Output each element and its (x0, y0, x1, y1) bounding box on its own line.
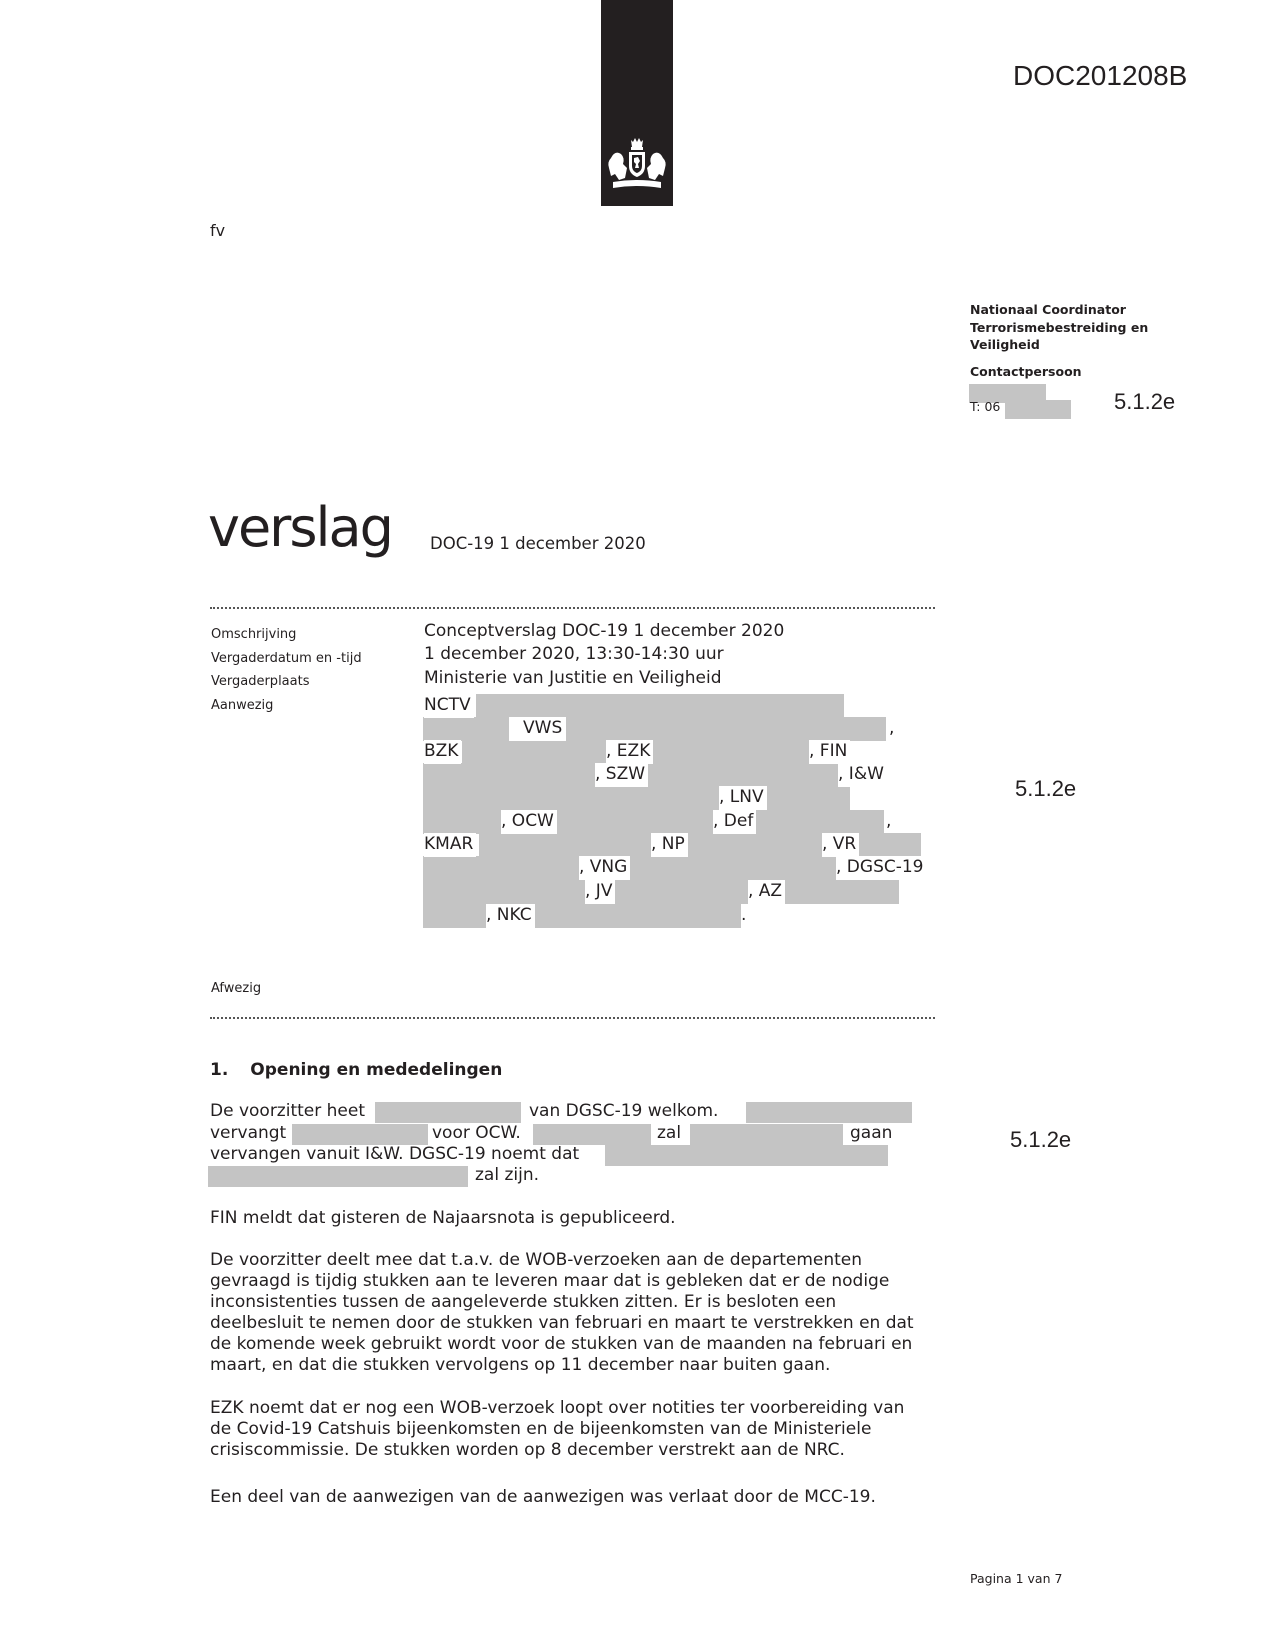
logo-bar (601, 0, 673, 206)
redaction-code: 5.1.2e (1010, 1127, 1072, 1152)
redaction-block (423, 763, 884, 787)
label-place: Vergaderplaats (211, 674, 310, 689)
attendee-nkc: , NKC (486, 904, 535, 928)
sidebar-org (970, 301, 1148, 354)
contact-label: Contactpersoon (970, 364, 1082, 379)
section-number: 1. (210, 1060, 229, 1080)
redaction-block (423, 880, 899, 904)
text-fragment: zal (657, 1123, 682, 1143)
text-line: de Covid-19 Catshuis bijeenkomsten en de bijeenkomsten van de Ministeriele (210, 1419, 872, 1439)
attendee-bzk: BZK (424, 740, 461, 764)
text-fragment: vervangt (210, 1123, 287, 1143)
attendee-vr: , VR (822, 833, 859, 857)
text-fragment: vervangen vanuit I&W. DGSC-19 noemt dat (210, 1144, 580, 1164)
attendee-lnv: , LNV (719, 786, 767, 810)
attendee-period: . (741, 905, 747, 925)
paragraph-4 (210, 1398, 904, 1461)
attendee-kmar: KMAR (424, 833, 476, 857)
text-line: gevraagd is tijdig stukken aan te leveren maar dat is gebleken dat er de nodige (210, 1271, 890, 1291)
attendee-ezk: , EZK (606, 740, 653, 764)
paragraph-5: Een deel van de aanwezigen van de aanwezigen was verlaat door de MCC-19. (210, 1487, 876, 1507)
redaction-block (533, 1124, 651, 1145)
attendee-az: , AZ (748, 880, 785, 904)
document-type-title: verslag (208, 496, 392, 559)
attendee-def: , Def (713, 810, 756, 834)
document-id: DOC201208B (1013, 60, 1188, 91)
attendee-np: , NP (651, 833, 688, 857)
phone-prefix: T: 06 (970, 399, 1001, 414)
redaction-code: 5.1.2e (1015, 776, 1077, 801)
org-line: Terrorismebestreiding en (970, 319, 1149, 335)
redaction-block (423, 810, 884, 834)
initials: fv (210, 221, 226, 240)
org-line: Veiligheid (970, 337, 1040, 352)
paragraph-2: FIN meldt dat gisteren de Najaarsnota is gepubliceerd. (210, 1208, 676, 1228)
redaction-code: 5.1.2e (1114, 389, 1176, 414)
text-fragment: van DGSC-19 welkom. (529, 1101, 719, 1121)
attendee-dgsc: , DGSC-19 (836, 856, 927, 880)
attendee-szw: , SZW (595, 763, 648, 787)
divider-bottom (210, 1017, 935, 1019)
attendee-nctv: NCTV (424, 694, 474, 718)
text-line: EZK noemt dat er nog een WOB-verzoek loopt over notities ter voorbereiding van (210, 1398, 905, 1418)
attendee-iw: , I&W (838, 763, 887, 787)
redaction-block (746, 1102, 912, 1123)
text-line: de komende week gebruikt wordt voor de stukken van de maanden na februari en (210, 1334, 913, 1354)
section-heading (210, 1060, 502, 1080)
label-present: Aanwezig (211, 698, 274, 713)
redaction-block (423, 717, 886, 741)
redaction-block (292, 1124, 428, 1145)
redaction-block (423, 904, 741, 928)
value-datetime: 1 december 2020, 13:30-14:30 uur (424, 644, 724, 664)
redaction-block (208, 1166, 468, 1187)
section-title: Opening en mededelingen (250, 1060, 503, 1080)
paragraph-3 (210, 1250, 914, 1376)
text-line: maart, en dat die stukken vervolgens op 11 december naar buiten gaan. (210, 1355, 831, 1375)
text-fragment: gaan (850, 1123, 893, 1143)
label-description: Omschrijving (211, 627, 297, 642)
redaction-block (476, 694, 844, 718)
attendee-comma: , (886, 811, 892, 831)
attendee-fin: , FIN (809, 740, 850, 764)
redaction-block (605, 1145, 888, 1166)
text-fragment: De voorzitter heet (210, 1101, 365, 1121)
value-place: Ministerie van Justitie en Veiligheid (424, 668, 722, 688)
org-line: Nationaal Coordinator (970, 302, 1126, 317)
label-datetime: Vergaderdatum en -tijd (211, 651, 362, 666)
text-line: crisiscommissie. De stukken worden op 8 december verstrekt aan de NRC. (210, 1440, 845, 1460)
label-absent: Afwezig (211, 981, 262, 996)
text-line: inconsistenties tussen de aangeleverde stukken zitten. Er is besloten een (210, 1292, 837, 1312)
redaction-block (690, 1124, 843, 1145)
divider-top (210, 607, 935, 609)
attendee-vng: , VNG (579, 856, 630, 880)
rijksoverheid-crest-icon (605, 138, 669, 194)
text-fragment: voor OCW. (432, 1123, 521, 1143)
text-fragment: zal zijn. (475, 1165, 540, 1185)
redaction-block (1005, 400, 1071, 419)
attendee-vws: VWS (509, 717, 566, 741)
page-number: Pagina 1 van 7 (970, 1571, 1063, 1586)
redaction-block (375, 1102, 521, 1123)
text-line: De voorzitter deelt mee dat t.a.v. de WOB-verzoeken aan de departementen (210, 1250, 863, 1270)
text-line: deelbesluit te nemen door de stukken van februari en maart te verstrekken en dat (210, 1313, 914, 1333)
attendee-jv: , JV (585, 880, 615, 904)
attendee-comma: , (889, 718, 895, 738)
value-description: Conceptverslag DOC-19 1 december 2020 (424, 621, 785, 641)
redaction-block (423, 786, 850, 810)
attendee-ocw: , OCW (501, 810, 557, 834)
document-subtitle: DOC-19 1 december 2020 (430, 534, 646, 553)
